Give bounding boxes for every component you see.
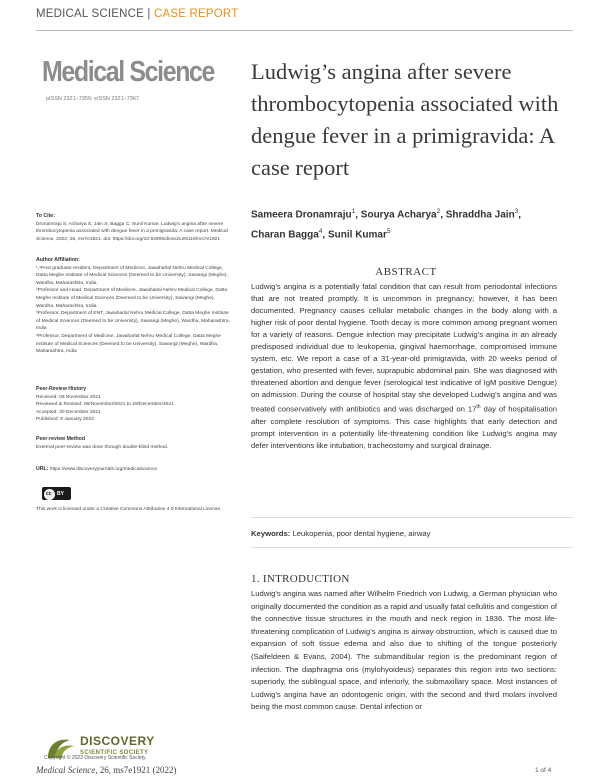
license-text: This work is licensed under a Creative Commons Attribution 4.0 International License.	[36, 507, 222, 512]
footer-citation	[36, 765, 176, 775]
affiliation-block	[36, 257, 234, 356]
header-divider	[36, 30, 573, 31]
url-label: URL:	[36, 466, 49, 472]
keywords-values: Leukopenia, poor dental hygiene, airway	[290, 529, 431, 538]
abstract-heading: ABSTRACT	[375, 266, 437, 278]
author-name[interactable]: Sameera Dronamraju	[251, 209, 352, 221]
method-heading: Peer-review Method	[36, 436, 86, 442]
reviewed-dates: Reviewed & Revised: 09/November/2021 to 29/December/2021	[36, 402, 174, 408]
affiliation-heading: Author Affiliation:	[36, 257, 80, 263]
publisher-subtitle: SCIENTIFIC SOCIETY	[80, 750, 149, 756]
cite-heading: To Cite:	[36, 213, 55, 219]
peer-review-history	[36, 386, 234, 424]
keywords-line	[251, 529, 561, 538]
author-affiliation-mark: 4	[318, 228, 323, 236]
affiliation-2: ²Professor and Head, Department of Medicine, Jawaharlal Nehru Medical College, Datta Meghe Institute of Medical Sciences (Deemed to be University), Sawangi (Meghe), Wardha, Maharashtra, India	[36, 288, 228, 309]
url-block	[36, 466, 234, 474]
received-date: Received: 06 November 2021	[36, 394, 101, 400]
author-affiliation-mark: 1	[351, 208, 356, 215]
author-name[interactable]: Sourya Acharya	[360, 209, 437, 221]
abstract-text-part-2: day of hospitalisation after complete resolution of symptoms. This case highlights that early detection and prompt intervention in a potentially life-threatening condition like Ludwig’s angina may defer interventions like intubation, tracheostomy and surgical drainage.	[251, 404, 557, 450]
journal-logo: Medical Science	[42, 56, 215, 88]
peer-review-method	[36, 436, 234, 451]
article-title: Ludwig’s angina after severe thrombocytopenia associated with dengue fever in a primigravida: A case report	[251, 59, 559, 180]
affiliation-1-4: ¹,⁴Post graduate resident, Department of Medicine, Jawaharlal Nehru Medical College, Datta Meghe Institute of Medical Sciences (Deemed to be University), Sawangi (Meghe), Wardha, Maharashtra, India	[36, 265, 228, 286]
author-separator: ,	[355, 209, 361, 221]
method-text: External peer-review was done through double-blind method.	[36, 444, 169, 450]
page-number: 1 of 4	[535, 767, 552, 774]
author-name[interactable]: Charan Bagga	[251, 229, 319, 241]
journal-url-link[interactable]: https://www.discoveryjournals.org/medicalscience	[49, 467, 158, 472]
keywords-bottom-divider	[251, 547, 573, 548]
author-list	[251, 203, 576, 244]
header-separator: |	[144, 8, 154, 20]
introduction-text: Ludwig’s angina was named after Wilhelm Friedrich von Ludwig, a German physician who originally documented the condition as a rapid and usually fatal cellulitis and congestion of the connective tissue structures in the mouth and neck region in 1836. The most life-threatening complication of Ludwig’s angina is airway obstruction, which is caused due to expansion of soft tissue edema and also due to shifting of the tongue posteriorly (Saifeldeen & Evans, 2004). The submandibular region is the predominant region of infection. The diaphragma oris (mylohyoideus) separates this region into two sections: superiorly, the sublingual space, and inferiorly, the submaxillary space. Most instances of Ludwig’s angina have an odontogenic origin, with the second and third molars involved being the most common cause. Dental infection or	[251, 589, 557, 712]
published-date: Published: 9 January 2022	[36, 417, 94, 423]
running-header	[36, 8, 238, 20]
footer-journal: Medical Science	[36, 765, 96, 775]
cc-by-label: BY	[57, 491, 64, 497]
keywords-label: Keywords:	[251, 529, 291, 538]
author-affiliation-mark: 3	[514, 208, 519, 215]
creative-commons-badge[interactable]	[42, 487, 71, 500]
footer-volume: , 26, ms7e1921 (2022)	[95, 765, 177, 775]
author-affiliation-mark: 5	[386, 228, 391, 236]
abstract-text-part-1: Ludwig’s angina is a potentially fatal condition that can result from periodontal infections that are not treated promptly. It is uncommon in pregnancy; however, it has been documented. Pregnancy causes cellular metabolic changes in the body along with a higher risk of poor dental hygiene. Tooth decay is more common among pregnant women for a variety of reasons. Dengue infection may precipitate Ludwig’s angina in an already predisposed individual due to leukopenia, gingival haemorrhage, compromised immune system, etc. We report a case of a 31-year-old primigravida, with 20 weeks period of gestation, who presented with fever, suprapubic abdominal pain. She was diagnosed with threatened abortion and dengue fever (serological test indicative of IgM positive Dengue) on admission. During the course of hospital stay she developed Ludwig’s angina and was treated conservatively with antibiotics and was discharged on 17	[251, 282, 557, 414]
cc-icon	[44, 489, 55, 500]
abstract-text	[251, 281, 557, 452]
author-name[interactable]: Shraddha Jain	[445, 209, 515, 221]
cite-text[interactable]: Dronamraju S, Acharya S, Jain S, Bagga C, Sunil Kumar. Ludwig’s angina after severe thrombocytopenia associated with dengue fever in a primigravida: A case report. Medical Science, 2022, 26, ms7e1921. doi: https://doi.org/10.54905/disssi/v26i119/ms7e1921	[36, 221, 228, 242]
history-heading: Peer-Review History	[36, 386, 87, 392]
ordinal-suffix: th	[476, 404, 481, 410]
author-separator: ,	[440, 209, 446, 221]
introduction-heading: 1. INTRODUCTION	[251, 573, 350, 585]
author-affiliation-mark: 2	[436, 208, 441, 215]
author-separator: ,	[518, 209, 522, 221]
issn: pISSN 2321–7359; eISSN 2321–7367	[46, 96, 139, 102]
copyright-notice: Copyright © 2022 Discovery Scientific Society.	[44, 755, 147, 761]
author-name[interactable]: Sunil Kumar	[327, 229, 387, 241]
affiliation-3: ³Professor, Department of ENT, Jawaharlal Nehru Medical College, Datta Meghe Institute of Medical Sciences (Deemed to be University), Sawangi (Meghe), Wardha, Maharashtra, India	[36, 311, 230, 332]
author-separator: ,	[322, 229, 328, 241]
accepted-date: Accepted: 30 December 2021	[36, 409, 101, 415]
license-block	[36, 506, 234, 514]
publisher-name: DISCOVERY	[80, 734, 155, 748]
article-type-label: CASE REPORT	[154, 8, 239, 20]
keywords-top-divider	[251, 517, 573, 518]
journal-label: MEDICAL SCIENCE	[36, 8, 145, 20]
affiliation-5: ⁵Professor, Department of Medicine, Jawaharlal Nehru Medical College, Datta Meghe Institute of Medical Sciences (Deemed to be University), Sawangi (Meghe), Wardha, Maharashtra, India	[36, 333, 221, 355]
citation-block	[36, 213, 234, 243]
cc-icon-text: cc	[46, 491, 52, 497]
